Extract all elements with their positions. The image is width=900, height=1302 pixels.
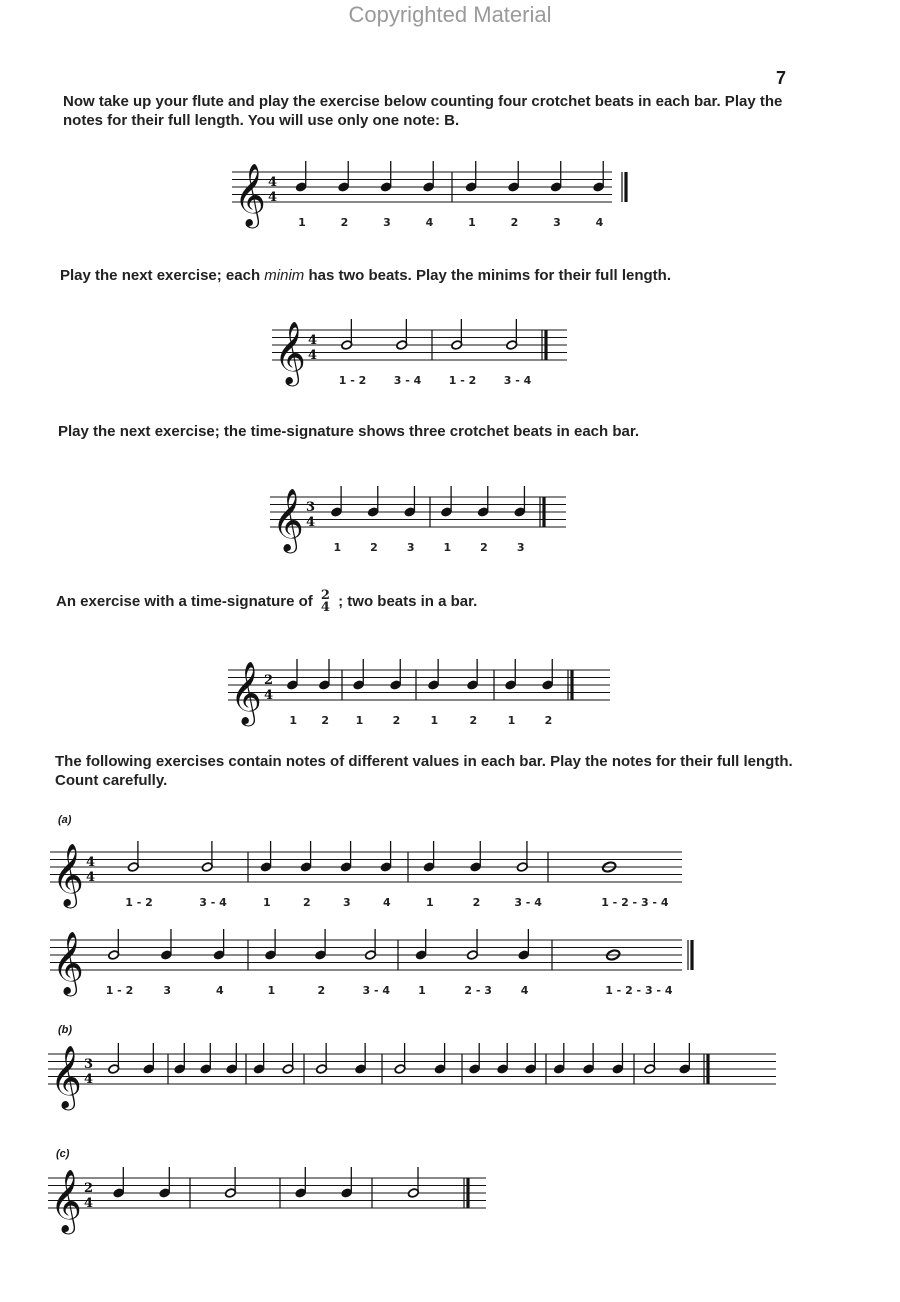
exercise-label-b: (b) <box>58 1024 73 1036</box>
beat-count: 1 <box>333 541 342 554</box>
treble-clef-icon: 𝄞 <box>52 843 84 906</box>
beat-count: 3 - 4 <box>503 374 532 387</box>
crotchet-note <box>550 161 562 192</box>
beat-count: 3 <box>553 216 561 229</box>
crotchet-note <box>159 1167 171 1198</box>
crotchet-note <box>583 1043 595 1074</box>
staff-exercise-2 <box>272 308 572 398</box>
crotchet-note <box>341 1167 353 1198</box>
beat-count: 1 <box>298 216 306 229</box>
paragraph-4-text-a: An exercise with a time-signature of <box>56 592 317 610</box>
minim-note <box>466 929 478 960</box>
crotchet-note <box>390 659 402 690</box>
minim-note <box>407 1167 419 1198</box>
beat-count: 2 <box>340 216 349 229</box>
time-signature-bottom: 4 <box>306 515 316 530</box>
minim-note <box>282 1043 294 1074</box>
crotchet-note <box>593 161 605 192</box>
beat-count: 1 <box>426 896 434 909</box>
crotchet-note <box>434 1043 446 1074</box>
crotchet-note <box>331 486 343 517</box>
minim-note <box>516 841 528 872</box>
crotchet-note <box>518 929 530 960</box>
treble-clef-icon: 𝄞 <box>272 488 304 551</box>
treble-clef-icon: 𝄞 <box>52 931 84 994</box>
paragraph-2-text-b: has two beats. Play the minims for their full length. <box>304 267 672 284</box>
staff-exercise-a-line-1 <box>50 832 690 922</box>
time-signature-top: 4 <box>268 175 278 190</box>
crotchet-note <box>353 659 365 690</box>
beat-count: 2 <box>392 714 401 727</box>
crotchet-note <box>441 486 453 517</box>
exercise-label-c: (c) <box>56 1148 70 1160</box>
crotchet-note <box>423 841 435 872</box>
crotchet-note <box>226 1043 238 1074</box>
crotchet-note <box>380 841 392 872</box>
beat-count: 1 <box>430 714 439 727</box>
beat-count: 3 <box>343 896 351 909</box>
crotchet-note <box>467 659 479 690</box>
minim-note <box>644 1043 656 1074</box>
beat-count: 3 - 4 <box>514 896 542 909</box>
beat-count: 1 <box>355 714 364 727</box>
beat-count: 3 - 4 <box>393 374 422 387</box>
paragraph-4-text-b: ; two beats in a bar. <box>333 592 478 610</box>
time-signature-bottom: 4 <box>86 870 96 885</box>
crotchet-note <box>508 161 520 192</box>
crotchet-note <box>318 659 330 690</box>
beat-count: 1 <box>468 216 476 229</box>
crotchet-note <box>340 841 352 872</box>
beat-count: 2 <box>317 984 326 997</box>
beat-count: 3 <box>383 216 391 229</box>
time-signature-top: 3 <box>84 1057 94 1072</box>
time-signature-bottom: 4 <box>84 1196 94 1211</box>
crotchet-note <box>428 659 440 690</box>
time-signature-bottom: 4 <box>308 348 318 363</box>
crotchet-note <box>338 161 350 192</box>
crotchet-note <box>286 659 298 690</box>
time-signature-top: 4 <box>308 333 318 348</box>
beat-count: 2 <box>469 714 478 727</box>
beat-count: 1 <box>443 541 452 554</box>
crotchet-note <box>465 161 477 192</box>
staff-exercise-1 <box>232 150 622 240</box>
beat-count: 4 <box>520 984 529 997</box>
minim-note <box>127 841 139 872</box>
crotchet-note <box>295 161 307 192</box>
minim-note <box>396 319 408 350</box>
beat-count: 4 <box>425 216 434 229</box>
instruction-paragraph-1: Now take up your flute and play the exercise below counting four crotchet beats in each bar. Play the notes for their full length. You will use only one note: B. <box>63 93 783 129</box>
beat-count: 1 <box>507 714 516 727</box>
crotchet-note <box>679 1043 691 1074</box>
minim-note <box>506 319 518 350</box>
minim-note <box>108 1043 120 1074</box>
staff-exercise-3 <box>270 475 570 565</box>
beat-count: 2 <box>472 896 481 909</box>
crotchet-note <box>525 1043 537 1074</box>
beat-count: 1 - 2 <box>448 374 477 387</box>
crotchet-note <box>367 486 379 517</box>
minim-note <box>316 1043 328 1074</box>
crotchet-note <box>355 1043 367 1074</box>
minim-note <box>451 319 463 350</box>
beat-count: 1 <box>418 984 426 997</box>
instruction-paragraph-3: Play the next exercise; the time-signature shows three crotchet beats in each bar. <box>58 423 640 440</box>
time-signature-top: 4 <box>86 855 96 870</box>
beat-count: 4 <box>595 216 604 229</box>
minim-note <box>201 841 213 872</box>
crotchet-note <box>553 1043 565 1074</box>
staff-exercise-c <box>48 1166 498 1236</box>
beat-count: 2 <box>544 714 553 727</box>
crotchet-note <box>174 1043 186 1074</box>
minim-note <box>394 1043 406 1074</box>
staff-exercise-4 <box>228 648 618 738</box>
exercise-label-a: (a) <box>58 814 72 826</box>
crotchet-note <box>113 1167 125 1198</box>
crotchet-note <box>213 929 225 960</box>
time-signature-bottom: 4 <box>264 688 274 703</box>
staff-exercise-b <box>48 1042 788 1112</box>
crotchet-note <box>505 659 517 690</box>
beat-count: 2 <box>303 896 311 909</box>
crotchet-note <box>380 161 392 192</box>
beat-count: 1 - 2 <box>338 374 367 387</box>
paragraph-2-italic: minim <box>264 267 305 284</box>
beat-count: 2 - 3 <box>464 984 492 997</box>
crotchet-note <box>300 841 312 872</box>
crotchet-note <box>470 841 482 872</box>
beat-count: 2 <box>370 541 378 554</box>
crotchet-note <box>423 161 435 192</box>
time-signature-top: 2 <box>264 673 274 688</box>
beat-count: 1 <box>263 896 271 909</box>
beat-count: 1 <box>289 714 298 727</box>
treble-clef-icon: 𝄞 <box>50 1169 82 1232</box>
crotchet-note <box>497 1043 509 1074</box>
crotchet-note <box>514 486 526 517</box>
beat-count: 3 <box>516 541 525 554</box>
crotchet-note <box>315 929 327 960</box>
time-signature-bottom: 4 <box>84 1072 94 1087</box>
beat-count: 4 <box>383 896 391 909</box>
beat-count: 2 <box>321 714 330 727</box>
time-signature-top: 2 <box>84 1181 94 1196</box>
minim-note <box>108 929 120 960</box>
inline-ts-bottom: 4 <box>320 600 330 615</box>
treble-clef-icon: 𝄞 <box>274 321 306 384</box>
crotchet-note <box>477 486 489 517</box>
page-number: 7 <box>776 68 787 88</box>
staff-exercise-a-line-2 <box>50 920 690 1010</box>
beat-count: 1 - 2 - 3 - 4 <box>605 984 673 997</box>
instruction-paragraph-4 <box>56 590 796 614</box>
paragraph-2-text-a: Play the next exercise; each <box>60 267 265 284</box>
treble-clef-icon: 𝄞 <box>234 163 266 226</box>
crotchet-note <box>404 486 416 517</box>
beat-count: 3 - 4 <box>362 984 391 997</box>
treble-clef-icon: 𝄞 <box>50 1045 82 1108</box>
crotchet-note <box>260 841 272 872</box>
beat-count: 1 - 2 <box>105 984 134 997</box>
beat-count: 1 - 2 - 3 - 4 <box>601 896 669 909</box>
inline-ts-top: 2 <box>320 588 330 603</box>
beat-count: 3 - 4 <box>199 896 227 909</box>
beat-count: 2 <box>510 216 519 229</box>
minim-note <box>225 1167 237 1198</box>
crotchet-note <box>200 1043 212 1074</box>
beat-count: 3 <box>406 541 415 554</box>
time-signature-bottom: 4 <box>268 190 278 205</box>
time-signature-top: 3 <box>306 500 316 515</box>
beat-count: 3 <box>163 984 172 997</box>
crotchet-note <box>295 1167 307 1198</box>
crotchet-note <box>265 929 277 960</box>
crotchet-note <box>415 929 427 960</box>
beat-count: 4 <box>216 984 224 997</box>
crotchet-note <box>542 659 554 690</box>
inline-time-signature <box>321 590 330 614</box>
minim-note <box>341 319 353 350</box>
beat-count: 1 - 2 <box>125 896 153 909</box>
instruction-paragraph-2 <box>60 266 800 285</box>
crotchet-note <box>253 1043 265 1074</box>
beat-count: 1 <box>267 984 276 997</box>
crotchet-note <box>160 929 172 960</box>
minim-note <box>365 929 377 960</box>
crotchet-note <box>143 1043 155 1074</box>
crotchet-note <box>612 1043 624 1074</box>
treble-clef-icon: 𝄞 <box>230 661 262 724</box>
instruction-paragraph-5: The following exercises contain notes of different values in each bar. Play the notes for their full length. Count carefully. <box>55 753 793 789</box>
copyright-watermark: Copyrighted Material <box>348 2 552 27</box>
crotchet-note <box>469 1043 481 1074</box>
beat-count: 2 <box>480 541 488 554</box>
